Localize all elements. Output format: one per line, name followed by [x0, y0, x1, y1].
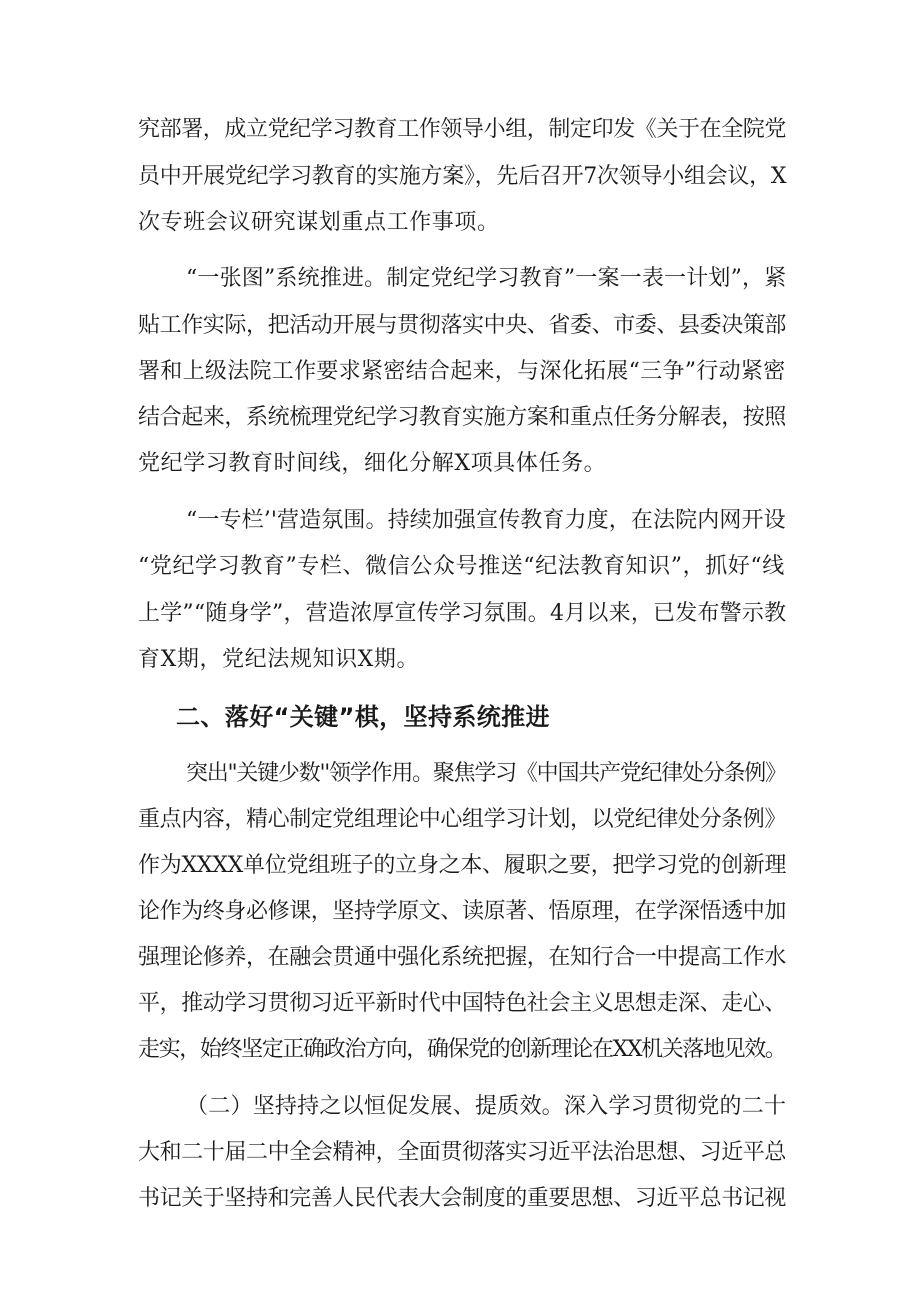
text-line: 究部署，成立党纪学习教育工作领导小组，制定印发《关于在全院党: [138, 117, 787, 142]
text-line: 署和上级法院工作要求紧密结合起来，与深化拓展“三争”行动紧密: [138, 359, 786, 384]
text-line: 党纪学习教育时间线，细化分解X项具体任务。: [138, 451, 607, 476]
text-line: 平，推动学习贯彻习近平新时代中国特色社会主义思想走深、走心、: [138, 991, 787, 1016]
text-line: 强理论修养，在融会贯通中强化系统把握，在知行合一中提高工作水: [138, 945, 787, 970]
text-line: “党纪学习教育”专栏、微信公众号推送“纪法教育知识”，抓好“线: [138, 554, 785, 579]
text-line: 员中开展党纪学习教育的实施方案》，先后召开7次领导小组会议，X: [138, 164, 787, 189]
section-heading: 二、落好“关键”棋，坚持系统推进: [176, 703, 550, 731]
text-line: 作为XXXX单位党组班子的立身之本、履职之要，把学习党的创新理: [138, 853, 787, 878]
text-line: 突出"关键少数''领学作用。聚焦学习《中国共产党纪律处分条例》: [186, 761, 786, 786]
text-line: 次专班会议研究谋划重点工作事项。: [138, 210, 500, 235]
text-line: 书记关于坚持和完善人民代表大会制度的重要思想、习近平总书记视: [138, 1186, 787, 1211]
text-line: “一张图”系统推进。制定党纪学习教育”一案一表一计划”，紧: [186, 266, 787, 291]
text-line: 重点内容，精心制定党组理论中心组学习计划，以党纪律处分条例》: [138, 807, 787, 832]
text-line: 育X期，党纪法规知识X期。: [138, 647, 420, 672]
text-line: 大和二十届二中全会精神，全面贯彻落实习近平法治思想、习近平总: [138, 1140, 787, 1165]
text-line: （二）坚持持之以恒促发展、提质效。深入学习贯彻党的二十: [186, 1094, 787, 1119]
text-line: “一专栏’'营造氛围。持续加强宣传教育力度，在法院内网开设: [186, 508, 786, 533]
text-line: 论作为终身必修课，坚持学原文、读原著、悟原理，在学深悟透中加: [138, 899, 787, 924]
text-line: 上学”“随身学”，营造浓厚宣传学习氛围。4月以来，已发布警示教: [138, 601, 787, 626]
text-line: 走实，始终坚定正确政治方向，确保党的创新理论在XX机关落地见效。: [138, 1037, 786, 1062]
text-line: 结合起来，系统梳理党纪学习教育实施方案和重点任务分解表，按照: [138, 405, 787, 430]
text-line: 贴工作实际，把活动开展与贯彻落实中央、省委、市委、县委决策部: [138, 313, 787, 338]
